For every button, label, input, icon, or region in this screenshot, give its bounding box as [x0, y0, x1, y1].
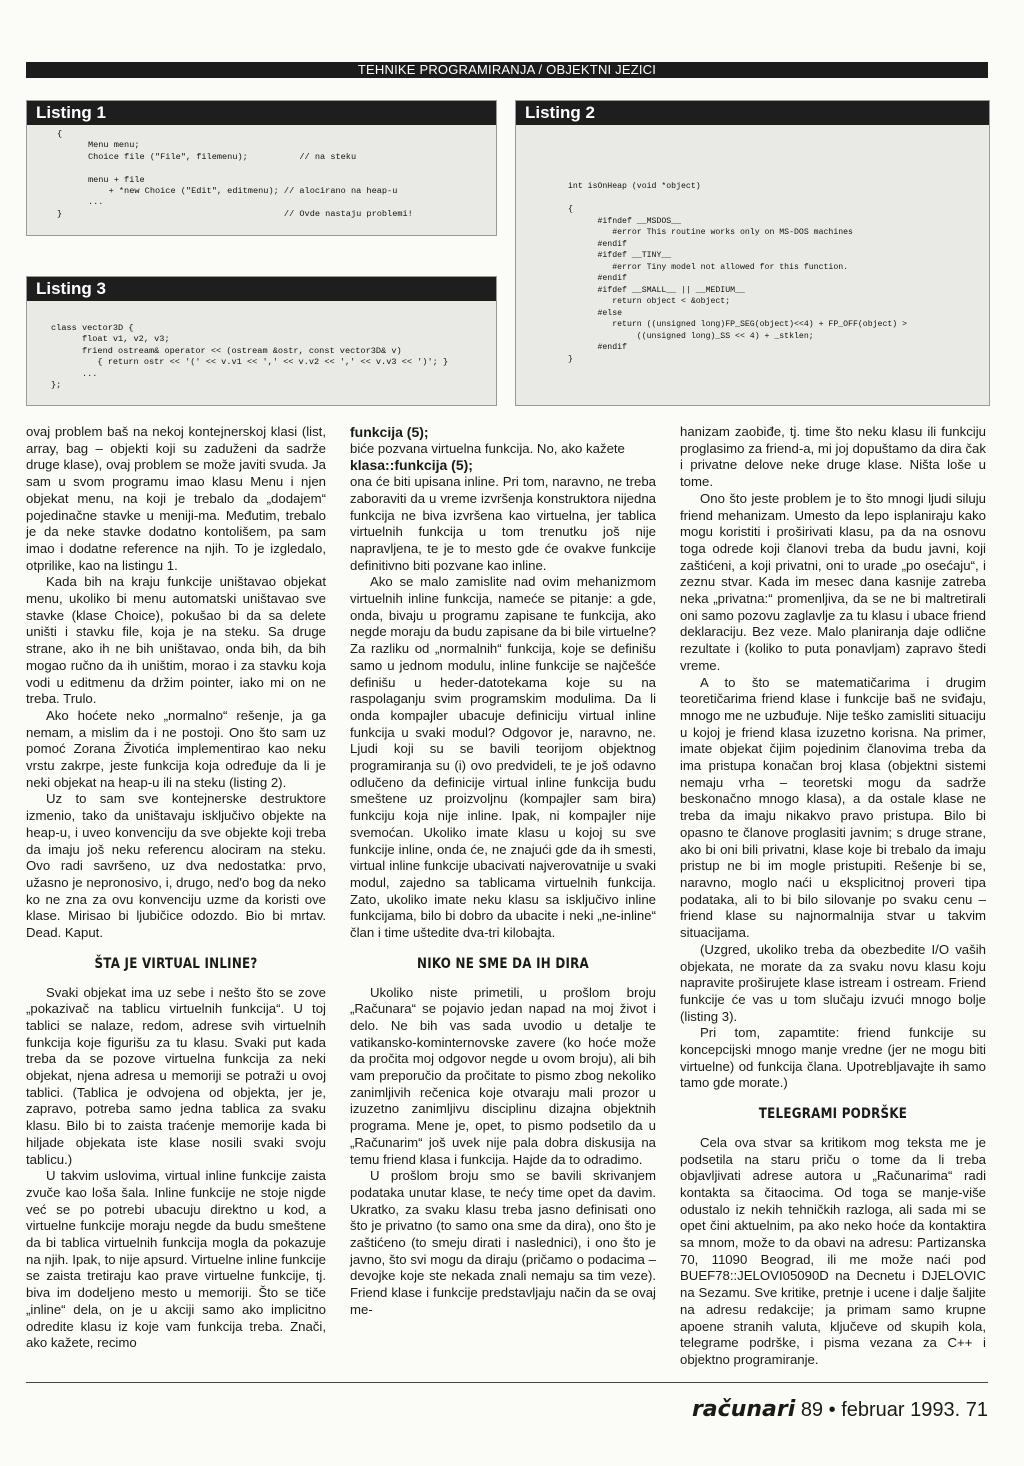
listing-1-box — [26, 100, 497, 236]
listing-3-title: Listing 3 — [27, 277, 497, 301]
paragraph: Uz to sam sve kontejnerske destruktore izmenio, tako da uništavaju isključivo objekte na heap-u, i uveo konvenciju da sve objekte koji treba da imaju još neku referencu alociram na steku. Ovo radi savršeno, uz dva nedostatka: prvo, užasno je nepronosivo, i, drugo, ned'o bog da neko ko ne zna za ovu konvenciju uzme da koristi ove klase. Mirisao bi ljubičice odozdo. Bio bi mrtav. Dead. Kaput. — [26, 791, 326, 941]
footer-divider — [26, 1382, 988, 1383]
paragraph: (Uzgred, ukoliko treba da obezbedite I/O vaših objekata, ne morate da za svaku novu klasu koju napravite proširujete klase istream i ostream. Friend funkcije će vas u tom slučaju izvući mnogo bolje (listing 3). — [680, 941, 986, 1024]
paragraph: U takvim uslovima, virtual inline funkcije zaista zvuče kao loša šala. Inline funkcije ne stoje nigde već se po potrebi ubacuju direktno u kod, a virtuelne funkcije moraju negde da budu smeštene da bi tablica virtuelnih funkcija mogla da pokazuje na njih. Ipak, to nije apsurd. Virtuelne inline funkcije se zaista tretiraju kao prave virtuelne funkcije, tj. biva im dodeljeno mesto u memoriji. Što se tiče „inline“ dela, on je u akciji samo ako implicitno odredite klasu iz koje vam funkcija treba. Znači, ako kažete, recimo — [26, 1168, 326, 1351]
paragraph: Ukoliko niste primetili, u prošlom broju „Računara“ se pojavio jedan napad na moj život i delo. Ne bih vas sada uvodio u detalje te vatikansko-kominternovske zavere (ko hoće može da pročita moj odgovor negde u ovom broju), ali bih vam preporučio da pročitate to pismo zbog nekoliko zanimljivih rečenica koje otvaraju mali prozor u izuzetno zanimljivu disciplinu dizajna objektnih programa. Mene je, opet, to pismo podsetilo da u „Računarim“ još uvek nije pala dobra diskusija na temu friend klasa i funkcija. Hajde da to odradimo. — [350, 984, 656, 1167]
issue-number: 89 — [800, 1399, 824, 1421]
section-header: TEHNIKE PROGRAMIRANJA / OBJEKTNI JEZICI — [26, 62, 988, 78]
listing-1-code: { Menu menu; Choice file ("File", filemenu); // na steku menu + file + *new Choice ("Edit", editmenu); // alocirano na heap-u ... } // Ovde nastaju problemi! — [57, 129, 413, 219]
article-column-2 — [350, 424, 656, 1319]
paragraph: biće pozvana virtuelna funkcija. No, ako kažete — [350, 440, 625, 456]
magazine-logo: računari — [691, 1397, 796, 1422]
paragraph: Ako se malo zamislite nad ovim mehanizmom virtuelnih inline funkcija, namеće se pitanje: a gde, onda, bivaju u programu zapisane te funkcija, ako negde moraju da budu zapisane da bi bile virtuelne? Za razliku od „normalnih“ funkcija, koje se definišu samo u jednom modulu, inline funkcije se najčešće definišu u heder-datotekama koje su na raspolaganju svim programskim modulima. Da li onda kompajler ubacuje definiciju virtual inline funkcija u svaki modul? Odgovor je, naravno, ne. Ljudi koji su se bavili teorijom objektnog programiranja su (i) ovo predvideli, te je još odavno odlučeno da definicije virtual inline funkcija budu smeštene uz proizvoljnu (kompajler sam bira) funkciju koja nije inline. Ipak, ni kompajler nije svemoćan. Ukoliko imate klasu u kojoj su sve funkcije inline, onda će, ne znajući gde da ih smesti, virtual inline funkcije ubacivati najverovatnije u svaki modul, zajedno sa tablicama virtuelnih funkcija. Zato, ukoliko imate neku klasu sa isključivo inline funkcijama, bilo bi dobro da ubacite i neki „ne-inline“ član i time uštedite dva-tri kilobajta. — [350, 574, 656, 941]
issue-date: februar 1993. — [841, 1399, 961, 1421]
listing-2-code: int isOnHeap (void *object) { #ifndef __MSDOS__ #error This routine works only on MS-DOS machines #endif #ifdef __TINY__ #error Tiny model not allowed for this function. #endif #ifdef __SMALL__ || __MEDIUM__ return object < &object; #else return ((unsigned long)FP_SEG(object)<<4) + FP_OFF(object) > ((unsigned long)_SS << 4) + _stklen; #endif } — [568, 182, 908, 364]
code-line: klasa::funkcija (5); — [350, 457, 473, 474]
paragraph: Svaki objekat ima uz sebe i nešto što se zove „pokazivač na tablicu virtuelnih funkcija“. U toj tablici se nalaze, redom, adrese svih virtuelnih funkcija koje figurišu za tu klasu. Svaki put kada treba da se pozove virtuelna funkcija za neki objekat, njena adresa u memoriji se potraži u ovoj tablici. (Tablica je odvojena od objekta, jer je, zapravo, potreba samo jedna tablica za svaku klasu. Bilo bi to zaista traćenje memorije kada bi hiljade objekata iste klase nosili svaki svoju tablicu.) — [26, 984, 326, 1167]
subheading: NIKO NE SME DA IH DIRA — [417, 955, 589, 972]
subheading: ŠTA JE VIRTUAL INLINE? — [94, 955, 258, 972]
listing-1-title: Listing 1 — [27, 101, 497, 125]
paragraph: A to što se matematičarima i drugim teoretičarima friend klase i funkcije baš ne sviđaju, mnogo me ne uzbuđuje. Nije teško zamisliti situaciju u kojoj je friend klasa izuzetno korisna. Na primer, imate objekat čijim pojedinim članovima treba da ima pristupa konačan broj klasa (objektni sistemi nemaju vrha – teoretski mogu da sadrže beskonačno mnogo klasa), a da ostale klase ne treba da imaju nikakvo pravo pristupa. Bilo bi opasno te članove proglasiti javnim; s druge strane, ako bi oni bili privatni, klase koje bi trebalo da imaju pristup ne bi im mogle pristupiti. Rešenje bi se, naravno, moglo naći u eksplicitnoj proveri tipa podataka, ali to bi bilo silovanje po svaku cenu – friend klase su najnormalnija stvar u takvim situacijama. — [680, 674, 986, 941]
listing-2-box — [515, 100, 990, 406]
listing-3-box — [26, 276, 497, 406]
listing-2-title: Listing 2 — [516, 101, 990, 125]
paragraph: Ono što jeste problem je to što mnogi ljudi siluju friend mehanizam. Umesto da lepo isplaniraju kako mogu koristiti i proširivati klasu, pa da na osnovu toga odrede koji članovi treba da budu javni, koji zaštićeni, a koji privatni, oni to urade „po osećaju“, i zeznu stvar. Kada im mesec dana kasnije zatreba neka „privatna:“ promenljiva, da se ne bi maltretirali oni samo pozovu zaglavlje za tu klasu i ubace friend deklaraciju. Bez veze. Malo planiranja daje odlične rezultate i (koliko to puta ponavljam) zaprаvo štedi vreme. — [680, 490, 986, 673]
footer-bullet: • — [828, 1399, 836, 1421]
code-line: funkcija (5); — [350, 424, 429, 440]
paragraph: Pri tom, zapamtite: friend funkcije su koncepcijski mnogo manje vredne (jer ne mogu biti virtuelne) od funkcija člana. Upotrebljavajte ih samo tamo gde morate.) — [680, 1025, 986, 1091]
listing-3-code: class vector3D { float v1, v2, v3; friend ostream& operator << (ostream &ostr, const vector3D& v) { return ostr << '(' << v.v1 << ',' << v.v2 << ',' << v.v3 << ')'; } ... }; — [51, 323, 449, 391]
paragraph: Kada bih na kraju funkcije uništavao objekat menu, ukoliko bi menu automatski uništavao sve stavke (klase Choice), pokušao bi da sa delete uništi i stavku file, koja je na steku. Sa druge strane, ako ih ne bih uništavao, onda bih, da bih mogao ručno da ih uništim, morao i za stavku koja vodi u editmenu da držim pointer, iako mi on ne treba. Trulo. — [26, 574, 326, 707]
article-column-3 — [680, 424, 986, 1369]
subheading: TELEGRAMI PODRŠKE — [758, 1106, 908, 1123]
paragraph: ovaj problem baš na nekoj kontejnerskoj klasi (list, array, bag – objekti koji su zaduženi da sadrže druge klase), ovaj problem se može javiti svuda. Ja sam u svom programu imao klasu Menu i njen objekat menu, na koji je trebalo da „dodajem“ pojedinačne stavke u meniji-ma. Međutim, trebalo je da neke stavke dodatno kontolišem, pa sam imao i dodatne reference na njih. To je izgledalo, otprilike, kao na listingu 1. — [26, 424, 326, 573]
paragraph: hanizam zaobiđe, tj. time što neku klasu ili funkciju proglasimo za friend-a, mi joj dopuštamo da dira čak i privatne delove neke druge klase. Ništa loše u tome. — [680, 424, 986, 490]
page-number: 71 — [965, 1399, 988, 1421]
paragraph: ona će biti upisana inline. Pri tom, naravno, ne treba zaboraviti da u vreme izvršenja konstruktora nijedna funkcija ne biva izvršena kao virtuelna, jer tablica virtuelnih funkcija u tom trenutku još nije napravljena, te je to mesto gde će ovakve funkcije definitivno biti pozvane kao inline. — [350, 474, 656, 573]
paragraph: Ako hoćete neko „normalno“ rešenje, ja ga nemam, a mislim da i ne postoji. Ono što sam uz pomoć Zorana Životića implementirao kao neku vrstu zakrpe, jeste funkcija koja određuje da li je neki objekat na heap-u ili na steku (listing 2). — [26, 707, 326, 790]
paragraph: Cela ova stvar sa kritikom mog teksta me je podsetila na staru priču o tome da li treba objavljivati adrese autora u „Računarima“ radi kontakta sa čitaocima. Od toga se manje-više odustalo iz nekih tehničkih razloga, ali sada mi se opet čini aktuelnim, pa ako neko hoće da kontaktira sa mnom, može to da obavi na adresu: Partizanska 70, 11090 Beograd, ili me može naći pod BUEF78::JELOVI05090D na Decnetu i DJELOVIC na Sezamu. Sve kritike, pretnje i ucene i dalje šaljite na adresu redakcije; ja primam samo krupne apoene stranih valuta, ključeve od skupih kola, telegrame podrške, i pisma vezana za C++ i objektno programiranje. — [680, 1134, 986, 1367]
article-column-1 — [26, 424, 326, 1352]
paragraph: U prošlom broju smo se bavili skrivanjem podataka unutar klase, te nećy time opet da davim. Ukratko, za svaku klasu treba jasno definisati ono što je privatno (to samo ona sme da dira), ono što je zaštićeno (to smeju dirati i naslednici), i ono što je javno, što svi mogu da diraju (pričamo o podacima – devojke koje ste nekada znali nemaju sa tim veze). Friend klase i funkcije predstavljaju način da se ovaj me- — [350, 1168, 656, 1317]
page-footer — [692, 1398, 988, 1422]
